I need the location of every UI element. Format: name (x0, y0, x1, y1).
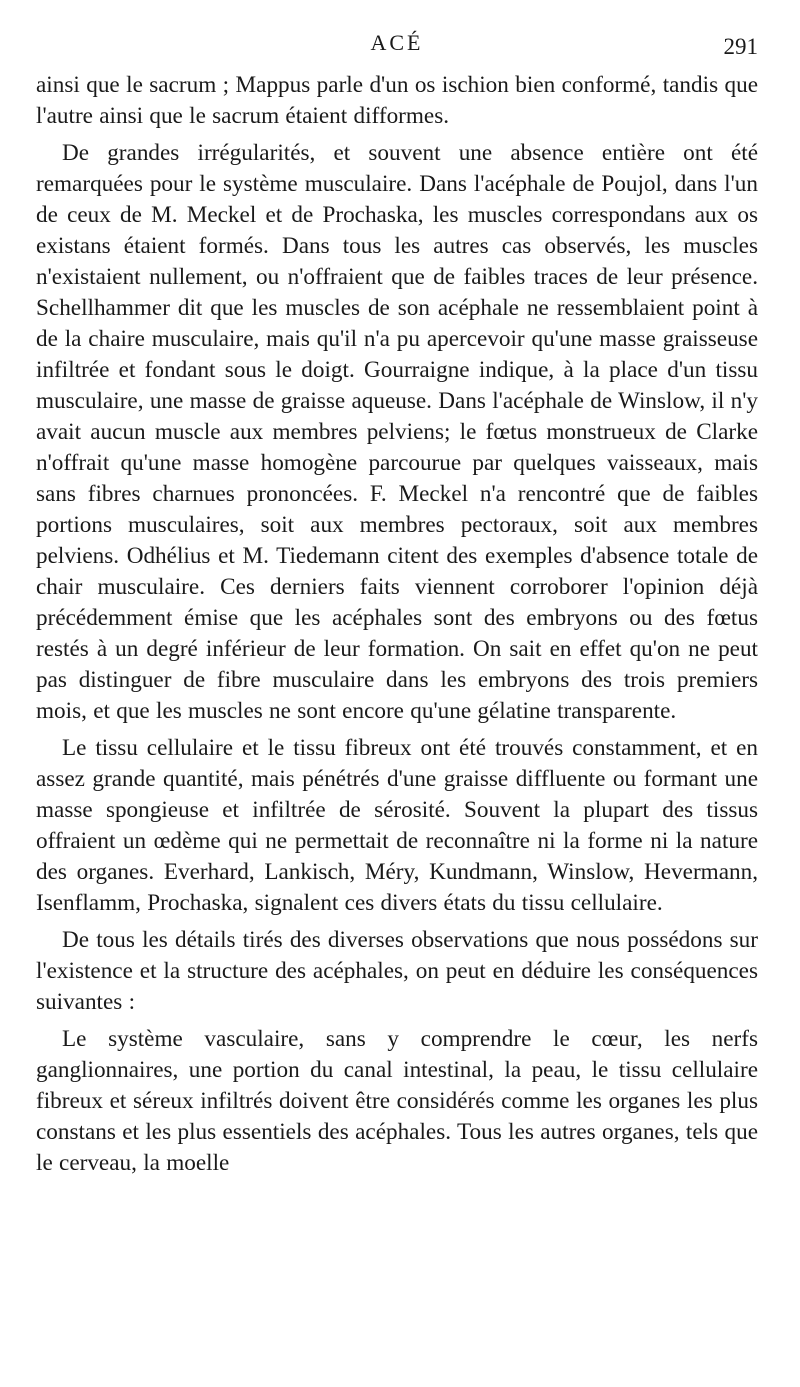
paragraph-muscular-system: De grandes irrégularités, et souvent une absence entière ont été remarquées pour le système musculaire. Dans l'acéphale de Poujol, dans l'un de ceux de M. Meckel et de Prochaska, les muscles correspondans aux os existans étaient formés. Dans tous les autres cas observés, les muscles n'existaient nullement, ou n'offraient que de faibles traces de leur présence. Schellhammer dit que les muscles de son acéphale ne ressemblaient point à de la chaire musculaire, mais qu'il n'a pu apercevoir qu'une masse graisseuse infiltrée et fondant sous le doigt. Gourraigne indique, à la place d'un tissu musculaire, une masse de graisse aqueuse. Dans l'acéphale de Winslow, il n'y avait aucun muscle aux membres pelviens; le fœtus monstrueux de Clarke n'offrait qu'une masse homogène parcourue par quelques vaisseaux, mais sans fibres charnues prononcées. F. Meckel n'a rencontré que de faibles portions musculaires, soit aux membres pectoraux, soit aux membres pelviens. Odhélius et M. Tiedemann citent des exemples d'absence totale de chair musculaire. Ces derniers faits viennent corroborer l'opinion déjà précédemment émise que les acéphales sont des embryons ou des fœtus restés à un degré inférieur de leur formation. On sait en effet qu'on ne peut pas distinguer de fibre musculaire dans les embryons des trois premiers mois, et que les muscles ne sont encore qu'une gélatine transparente. (36, 140, 758, 724)
book-page (36, 28, 758, 1368)
page-number: 291 (723, 34, 758, 59)
running-title: ACÉ (370, 30, 424, 55)
paragraph-consequences-intro: De tous les détails tirés des diverses observations que nous possédons sur l'existence et la structure des acéphales, on peut en déduire les conséquences suivantes : (36, 927, 758, 1015)
paragraph-continuation: ainsi que le sacrum ; Mappus parle d'un os ischion bien conformé, tandis que l'autre ainsi que le sacrum étaient difformes. (36, 72, 758, 129)
paragraph-vascular-system: Le système vasculaire, sans y comprendre le cœur, les nerfs ganglionnaires, une portion du canal intestinal, la peau, le tissu cellulaire fibreux et séreux infiltrés doivent être considérés comme les organes les plus constans et les plus essentiels des acéphales. Tous les autres organes, tels que le cerveau, la moelle (36, 1026, 758, 1176)
running-head (36, 28, 758, 68)
body-text (36, 70, 758, 1179)
paragraph-cellular-tissue: Le tissu cellulaire et le tissu fibreux ont été trouvés constamment, et en assez grande quantité, mais pénétrés d'une graisse diffluente ou formant une masse spongieuse et infiltrée de sérosité. Souvent la plupart des tissus offraient un œdème qui ne permettait de reconnaître ni la forme ni la nature des organes. Everhard, Lankisch, Méry, Kundmann, Winslow, Hevermann, Isenflamm, Prochaska, signalent ces divers états du tissu cellulaire. (36, 735, 758, 916)
